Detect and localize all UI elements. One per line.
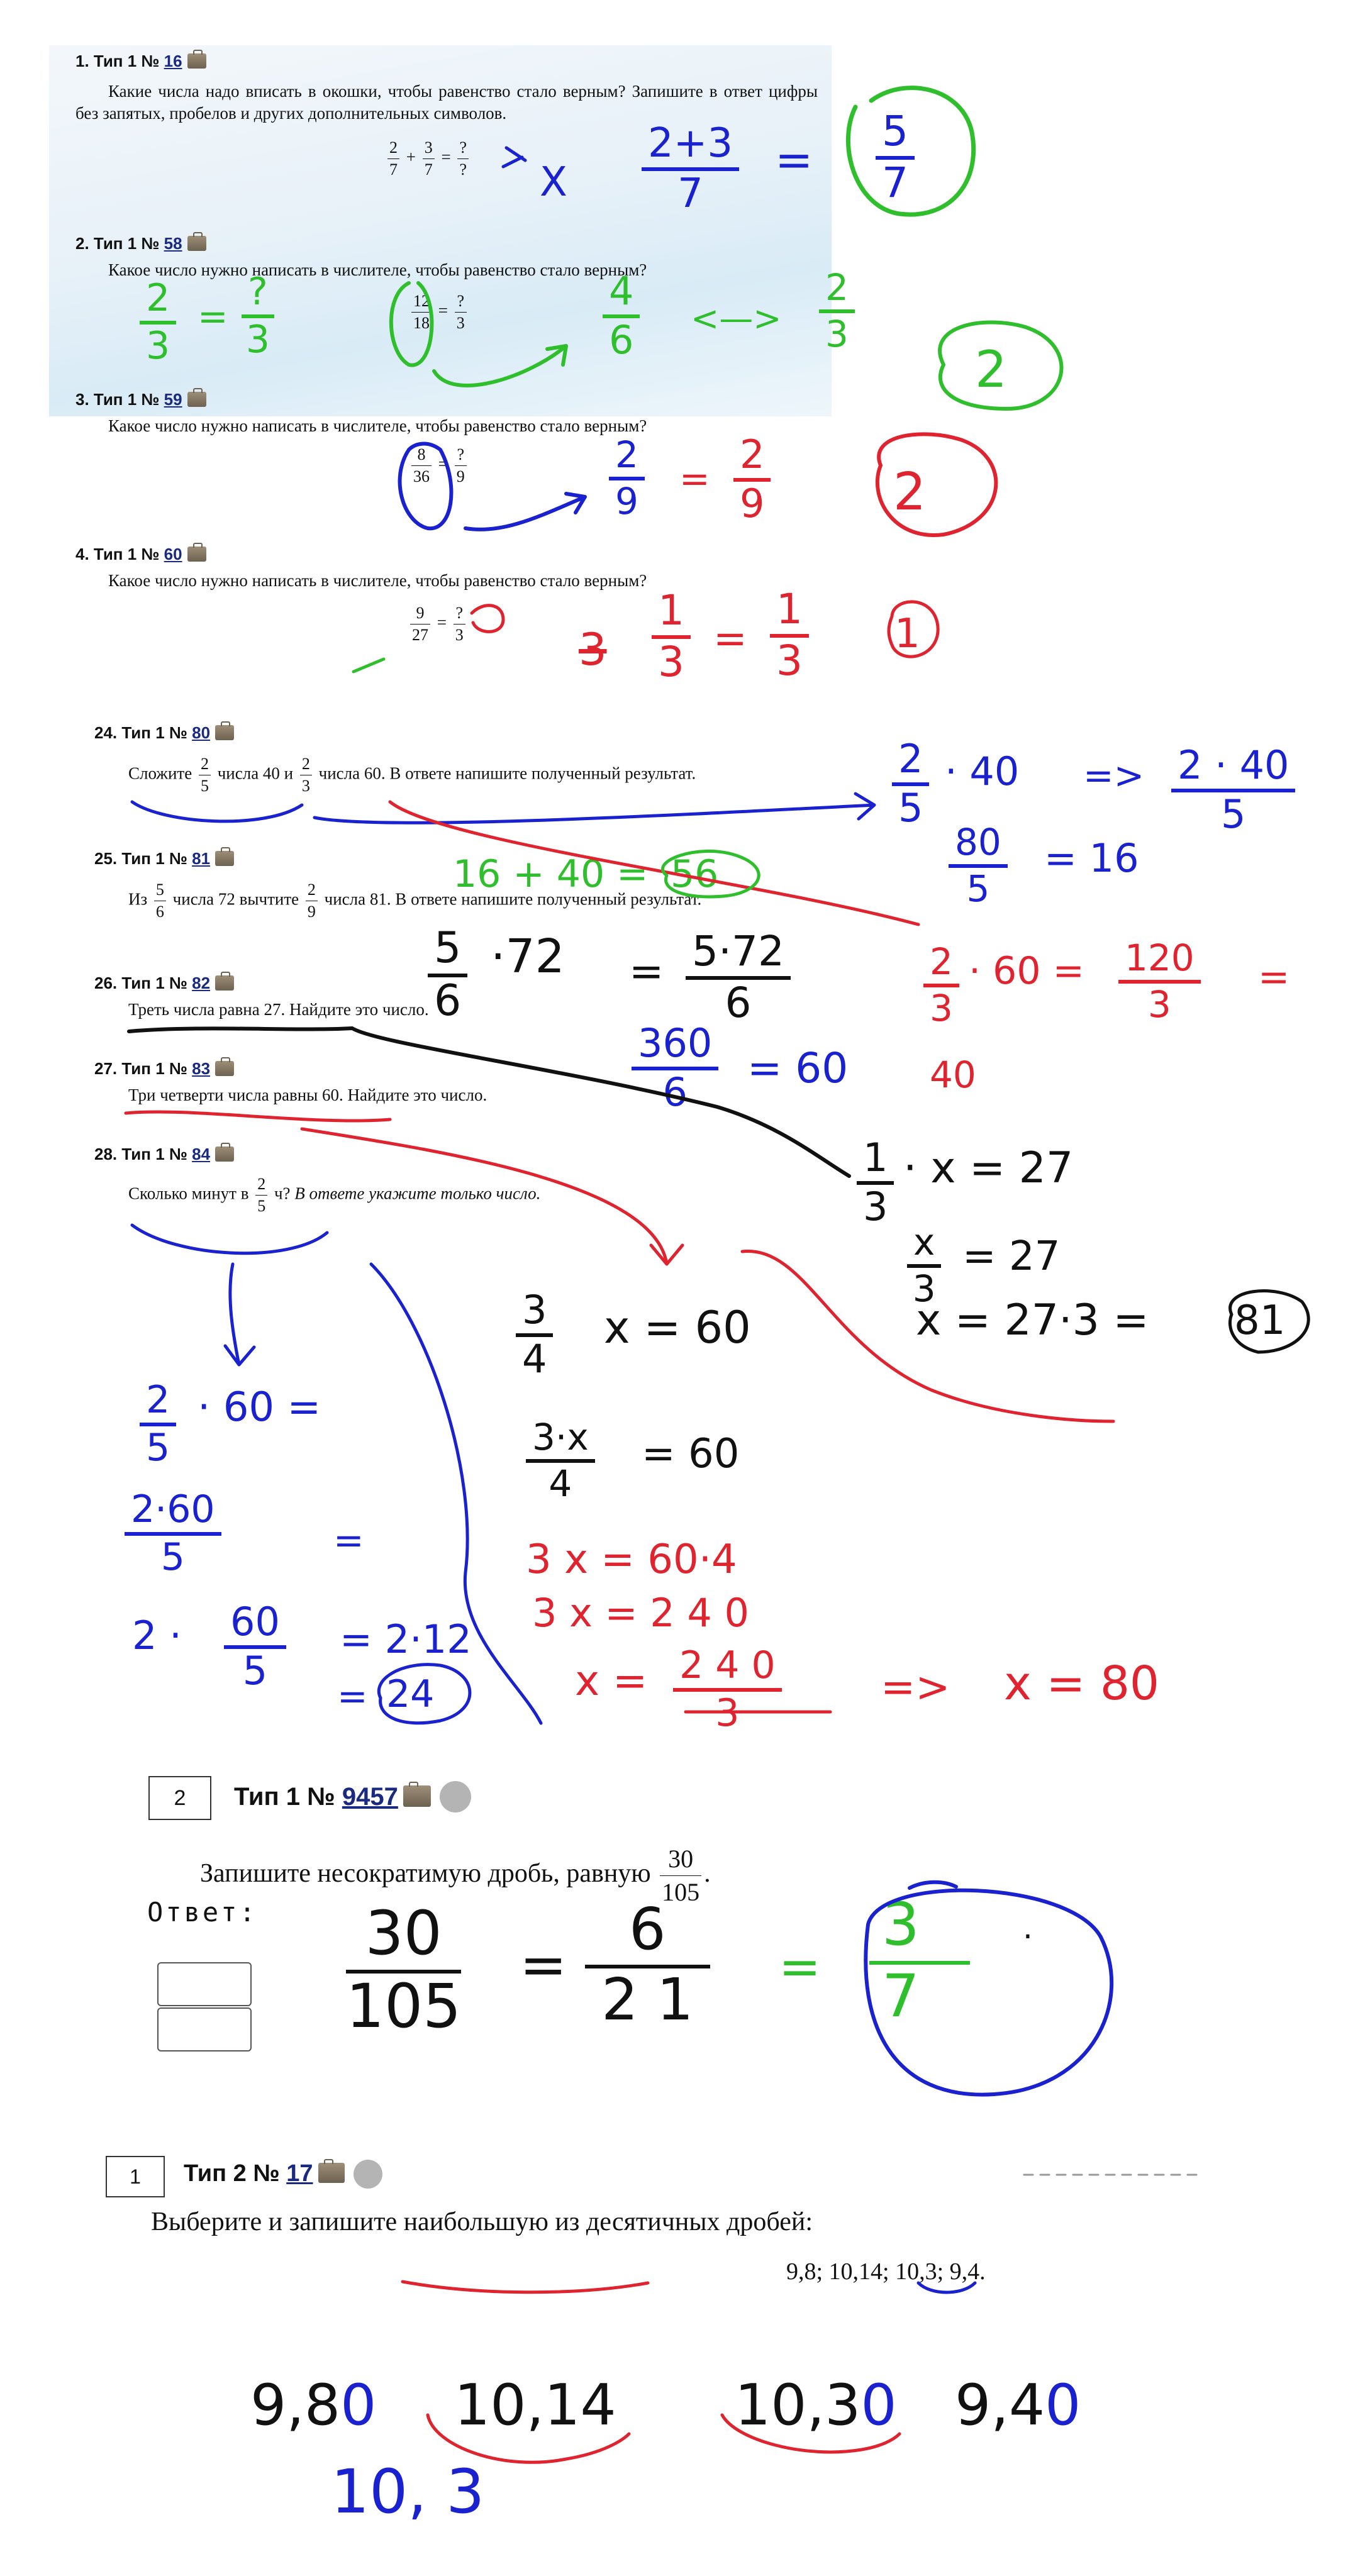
- ink-circle: [1230, 1291, 1308, 1352]
- ink-text: =: [520, 1932, 567, 1998]
- ink-fraction-den: 105: [346, 1971, 462, 2041]
- ink-fraction-num: 5: [428, 927, 467, 977]
- ink-value: 0: [1045, 2372, 1081, 2438]
- ink-text: Х: [540, 159, 567, 206]
- ink-text: =: [775, 133, 813, 186]
- ink-fraction-den: 5: [160, 1535, 185, 1579]
- text-part: числа 60. В ответе напишите полученный результат.: [318, 763, 696, 783]
- ink-value: 0: [860, 2372, 897, 2438]
- ink-fraction-den: 3: [245, 318, 270, 362]
- ink-circle: [848, 88, 973, 214]
- ink-text: x =: [575, 1657, 648, 1705]
- ink-fraction-den: 9: [740, 480, 765, 526]
- task-number: 3.: [75, 390, 89, 409]
- ink-text: <—>: [691, 299, 782, 338]
- task-type: Тип 1 №: [121, 1059, 187, 1078]
- fraction-num: ?: [455, 291, 467, 313]
- ink-dot: [316, 2123, 321, 2128]
- ink-fraction-den: 6: [609, 317, 634, 363]
- task-text-17: Выберите и запишите наибольшую из десятичных дробей:: [151, 2207, 813, 2236]
- task-text-2: Какое число нужно написать в числителе, чтобы равенство стало верным?: [108, 260, 647, 279]
- ink-text: =: [679, 457, 710, 500]
- ink-fraction-num: 2: [733, 435, 771, 482]
- ink-fraction-den: 7: [882, 158, 908, 207]
- operator: +: [406, 147, 416, 167]
- ink-fraction-den: 7: [677, 170, 703, 217]
- task-link[interactable]: 81: [192, 849, 211, 868]
- text-part: числа 40 и: [217, 763, 294, 783]
- ink-text: 2: [975, 340, 1007, 399]
- ink-underline: [132, 1225, 327, 1253]
- decimal-list: 9,8; 10,14; 10,3; 9,4.: [786, 2258, 986, 2285]
- ink-text: =: [198, 295, 228, 338]
- task-link[interactable]: 82: [192, 974, 211, 992]
- ink-text: = 2·12: [340, 1616, 472, 1662]
- fraction-num: 2: [300, 753, 312, 775]
- ink-text: =>: [881, 1663, 950, 1711]
- ink-fraction-num: 5·72: [686, 931, 791, 980]
- ink-arrow: [434, 346, 566, 386]
- ink-fraction-den: 9: [615, 480, 638, 523]
- ink-fraction-num: 2: [140, 279, 176, 325]
- ink-text: = 27: [962, 1233, 1061, 1280]
- ink-fraction-den: 5: [966, 867, 990, 910]
- fraction-num: 12: [411, 291, 432, 313]
- ink-underline: [428, 2415, 629, 2462]
- ink-arrow: [302, 1129, 682, 1264]
- ink-curve: [742, 1252, 1113, 1421]
- ink-fraction-den: 3: [912, 1267, 936, 1310]
- ink-fraction-num: 2: [892, 740, 929, 786]
- ink-fraction-num: x: [907, 1224, 941, 1268]
- ink-text: = 16: [1044, 835, 1139, 881]
- fraction-den: 27: [412, 625, 428, 644]
- ink-fraction-den: 4: [522, 1336, 547, 1382]
- task-text-1: Какие числа надо вписать в окошки, чтобы равенство стало верным? Запишите в ответ цифры без запятых, пробелов и других дополнительных символов.: [75, 82, 818, 123]
- ink-fraction-num: 1: [770, 589, 809, 638]
- task-number: 26.: [94, 974, 118, 992]
- ink-value: 9,4: [955, 2372, 1045, 2438]
- ink-curve: [129, 1028, 849, 1176]
- text-part: Сколько минут в: [128, 1184, 249, 1203]
- ink-fraction-den: 7: [882, 1962, 920, 2031]
- text-part: Из: [128, 889, 148, 909]
- ink-text: 24: [386, 1672, 435, 1716]
- ink-text: 2: [893, 462, 927, 522]
- ink-fraction-den: 2 1: [601, 1966, 694, 2033]
- ink-fraction-den: 3: [1147, 983, 1171, 1026]
- fraction-den: 7: [389, 160, 398, 179]
- text-part: Сложите: [128, 763, 192, 783]
- ink-fraction-num: 80: [949, 824, 1008, 868]
- ink-circle: [472, 606, 503, 632]
- ink-fraction-num: 2: [923, 943, 959, 987]
- ink-arrow: [225, 1264, 254, 1365]
- text-part: числа 81. В ответе напишите полученный результат.: [324, 889, 702, 909]
- ink-circle: [379, 1665, 470, 1723]
- fraction-den: 105: [662, 1878, 700, 1906]
- ink-fraction-num: 2: [819, 269, 855, 313]
- fraction-den: 6: [155, 902, 164, 921]
- ink-fraction-den: 5: [898, 785, 923, 831]
- fraction-den: 5: [257, 1196, 266, 1215]
- fraction-den: 7: [424, 160, 433, 179]
- ink-fraction-num: 3: [516, 1291, 553, 1337]
- ink-fraction-num: 30: [346, 1903, 461, 1974]
- task-type: Тип 1 №: [121, 723, 187, 742]
- ink-text: =>: [1083, 754, 1145, 797]
- ink-stroke: [910, 1882, 956, 1888]
- ink-underline: [403, 2282, 648, 2292]
- ink-text: =: [1258, 955, 1290, 999]
- ink-fraction-num: 3: [869, 1896, 970, 1965]
- task-number: 1.: [75, 52, 89, 70]
- ink-text: · x = 27: [903, 1143, 1074, 1193]
- ink-fraction-num: 2: [140, 1381, 176, 1426]
- ink-text: =: [337, 1675, 368, 1718]
- ink-underline: [722, 2415, 899, 2452]
- fraction-den: 3: [455, 625, 464, 644]
- task-text-4: Какое число нужно написать в числителе, чтобы равенство стало верным?: [108, 571, 647, 590]
- fraction-den: 18: [413, 313, 430, 332]
- ink-fraction-num: 6: [585, 1901, 710, 1968]
- task-text-26: Треть числа равна 27. Найдите это число.: [128, 1000, 429, 1019]
- ink-text: = 60: [642, 1431, 740, 1477]
- fraction-den: ?: [459, 160, 467, 179]
- fraction-num: 2: [387, 137, 399, 159]
- task-type: Тип 1 №: [93, 545, 160, 564]
- ink-circle: [866, 1890, 1111, 2095]
- task-link[interactable]: 60: [164, 545, 182, 564]
- answer-label: Ответ:: [147, 1897, 258, 1928]
- ink-text: =: [713, 616, 747, 662]
- ink-fraction-num: 60: [224, 1602, 286, 1649]
- task-text-27: Три четверти числа равны 60. Найдите это число.: [128, 1085, 487, 1104]
- operator: =: [441, 147, 451, 167]
- task-link[interactable]: 9457: [342, 1783, 398, 1811]
- ink-text: 16 + 40 =: [453, 852, 649, 896]
- ink-fraction-den: 6: [725, 979, 752, 1027]
- task-type: Тип 1 №: [93, 390, 160, 409]
- ink-fraction-den: 4: [549, 1462, 572, 1505]
- ink-text: x = 27·3 =: [916, 1296, 1149, 1345]
- ink-text: 40: [930, 1053, 976, 1096]
- ink-text: 2 ·: [132, 1613, 182, 1658]
- task-type: Тип 1 №: [234, 1783, 335, 1811]
- ink-text: x = 80: [1004, 1657, 1160, 1711]
- ink-text: 10, 3: [331, 2457, 485, 2527]
- ink-fraction-den: 3: [825, 313, 849, 355]
- task-type: Тип 1 №: [93, 52, 160, 70]
- fraction-num: ?: [454, 602, 465, 625]
- fraction-den: 9: [456, 467, 465, 486]
- ink-circle: [940, 323, 1061, 409]
- ink-fraction-num: ?: [242, 273, 274, 318]
- ink-circle: [889, 602, 938, 657]
- ink-value: 9,8: [250, 2372, 341, 2438]
- ink-fraction-den: 3: [776, 636, 803, 685]
- ink-underline: [126, 1112, 390, 1121]
- ink-fraction-den: 3: [146, 324, 170, 368]
- ink-curve: [390, 802, 918, 924]
- fraction-num: 2: [306, 879, 318, 901]
- task-link[interactable]: 84: [192, 1145, 211, 1163]
- ink-text: 10,14: [454, 2372, 616, 2438]
- ink-text: 3: [579, 624, 607, 675]
- ink-text: · 60 =: [198, 1384, 321, 1431]
- ink-stroke: [503, 148, 525, 167]
- task-type: Тип 1 №: [121, 974, 187, 992]
- ink-fraction-den: 3: [658, 638, 684, 686]
- task-text-3: Какое число нужно написать в числителе, чтобы равенство стало верным?: [108, 416, 647, 435]
- ink-text: 3 x = 2 4 0: [532, 1590, 749, 1636]
- ink-fraction-den: 3: [863, 1184, 888, 1230]
- fraction-den: 3: [301, 776, 310, 795]
- task-number: 2.: [75, 234, 89, 253]
- ink-value: 10,3: [735, 2372, 861, 2438]
- task-link[interactable]: 17: [286, 2160, 313, 2187]
- fraction-den: 36: [413, 467, 430, 486]
- ink-text: ·72: [491, 930, 565, 984]
- fraction-num: 5: [154, 879, 166, 901]
- ink-fraction-den: 3: [930, 987, 953, 1030]
- ink-text: =: [629, 947, 664, 996]
- ink-text: 56: [671, 852, 719, 896]
- task-type: Тип 1 №: [93, 234, 160, 253]
- fraction-num: 2: [199, 753, 211, 775]
- ink-text: x = 60: [604, 1302, 751, 1353]
- task-link[interactable]: 59: [164, 390, 182, 409]
- ink-text: .: [1023, 1909, 1033, 1946]
- task-number: 28.: [94, 1145, 118, 1163]
- ink-underline: [918, 2283, 975, 2292]
- ink-text: =: [779, 1938, 821, 1996]
- task-number-box: 1: [106, 2156, 165, 2197]
- operator: =: [438, 454, 448, 474]
- text-part: В ответе укажите только число.: [294, 1184, 541, 1203]
- ink-fraction-num: 1: [652, 590, 691, 639]
- ink-text: = 60: [747, 1044, 849, 1092]
- operator: =: [438, 301, 448, 320]
- task-type: Тип 2 №: [184, 2160, 280, 2187]
- fraction-num: ?: [455, 444, 467, 466]
- task-type: Тип 1 №: [121, 1145, 187, 1163]
- fraction-num: 8: [411, 444, 432, 466]
- fraction-num: 30: [660, 1843, 701, 1876]
- ink-fraction-den: 5: [146, 1426, 170, 1470]
- ink-arrow: [465, 494, 585, 530]
- ink-value: 0: [340, 2372, 377, 2438]
- text-part: .: [704, 1859, 711, 1889]
- ink-stroke: [354, 659, 384, 672]
- ink-fraction-den: 3: [715, 1691, 740, 1735]
- ink-fraction-den: 6: [434, 976, 462, 1026]
- ink-fraction-num: 2·60: [125, 1491, 221, 1536]
- text-part: Запишите несократимую дробь, равную: [200, 1859, 651, 1889]
- ink-fraction-num: 4: [603, 272, 640, 318]
- fraction-num: 2: [255, 1174, 267, 1196]
- ink-circle: [877, 434, 996, 535]
- fraction-den: 3: [456, 313, 465, 332]
- task-number: 24.: [94, 723, 118, 742]
- task-link[interactable]: 80: [192, 723, 211, 742]
- ink-text: · 60 =: [969, 949, 1084, 993]
- ink-fraction-num: 120: [1118, 940, 1201, 984]
- text-part: числа 72 вычтите: [172, 889, 299, 909]
- task-number: 27.: [94, 1059, 118, 1078]
- ink-fraction-num: 360: [632, 1024, 718, 1070]
- fraction-num: 9: [410, 602, 430, 625]
- fraction-den: 9: [307, 902, 316, 921]
- ink-curve: [371, 1264, 541, 1723]
- ink-fraction-den: 6: [662, 1069, 688, 1115]
- ink-fraction-num: 5: [876, 111, 915, 160]
- ink-text: 3 x = 60·4: [526, 1536, 737, 1583]
- task-link[interactable]: 16: [164, 52, 182, 70]
- ink-text: 1: [894, 611, 920, 657]
- task-link[interactable]: 58: [164, 234, 182, 253]
- ink-circle: [391, 283, 432, 365]
- ink-fraction-num: 3·x: [526, 1419, 595, 1463]
- task-number-box: 2: [148, 1776, 211, 1820]
- ink-text: 81: [1234, 1297, 1286, 1344]
- text-part: ч?: [274, 1184, 291, 1203]
- ink-fraction-num: 2: [609, 436, 645, 480]
- fraction-den: 5: [200, 776, 209, 795]
- fraction-num: ?: [457, 137, 469, 159]
- ink-fraction-num: 2 4 0: [673, 1646, 782, 1692]
- ink-fraction-num: 2+3: [642, 123, 739, 171]
- ink-fraction-den: 5: [242, 1648, 268, 1694]
- task-link[interactable]: 83: [192, 1059, 211, 1078]
- task-number: 4.: [75, 545, 89, 564]
- ink-fraction-den: 5: [1221, 791, 1246, 837]
- fraction-num: 3: [423, 137, 435, 159]
- ink-text: · 40: [945, 748, 1020, 794]
- ink-text: =: [333, 1519, 364, 1562]
- task-number: 25.: [94, 849, 118, 868]
- task-type: Тип 1 №: [121, 849, 187, 868]
- ink-fraction-num: 2 · 40: [1171, 746, 1295, 792]
- operator: =: [437, 613, 447, 632]
- ink-circle: [400, 444, 452, 529]
- ink-underline: [132, 802, 302, 821]
- ink-fraction-num: 1: [857, 1138, 894, 1185]
